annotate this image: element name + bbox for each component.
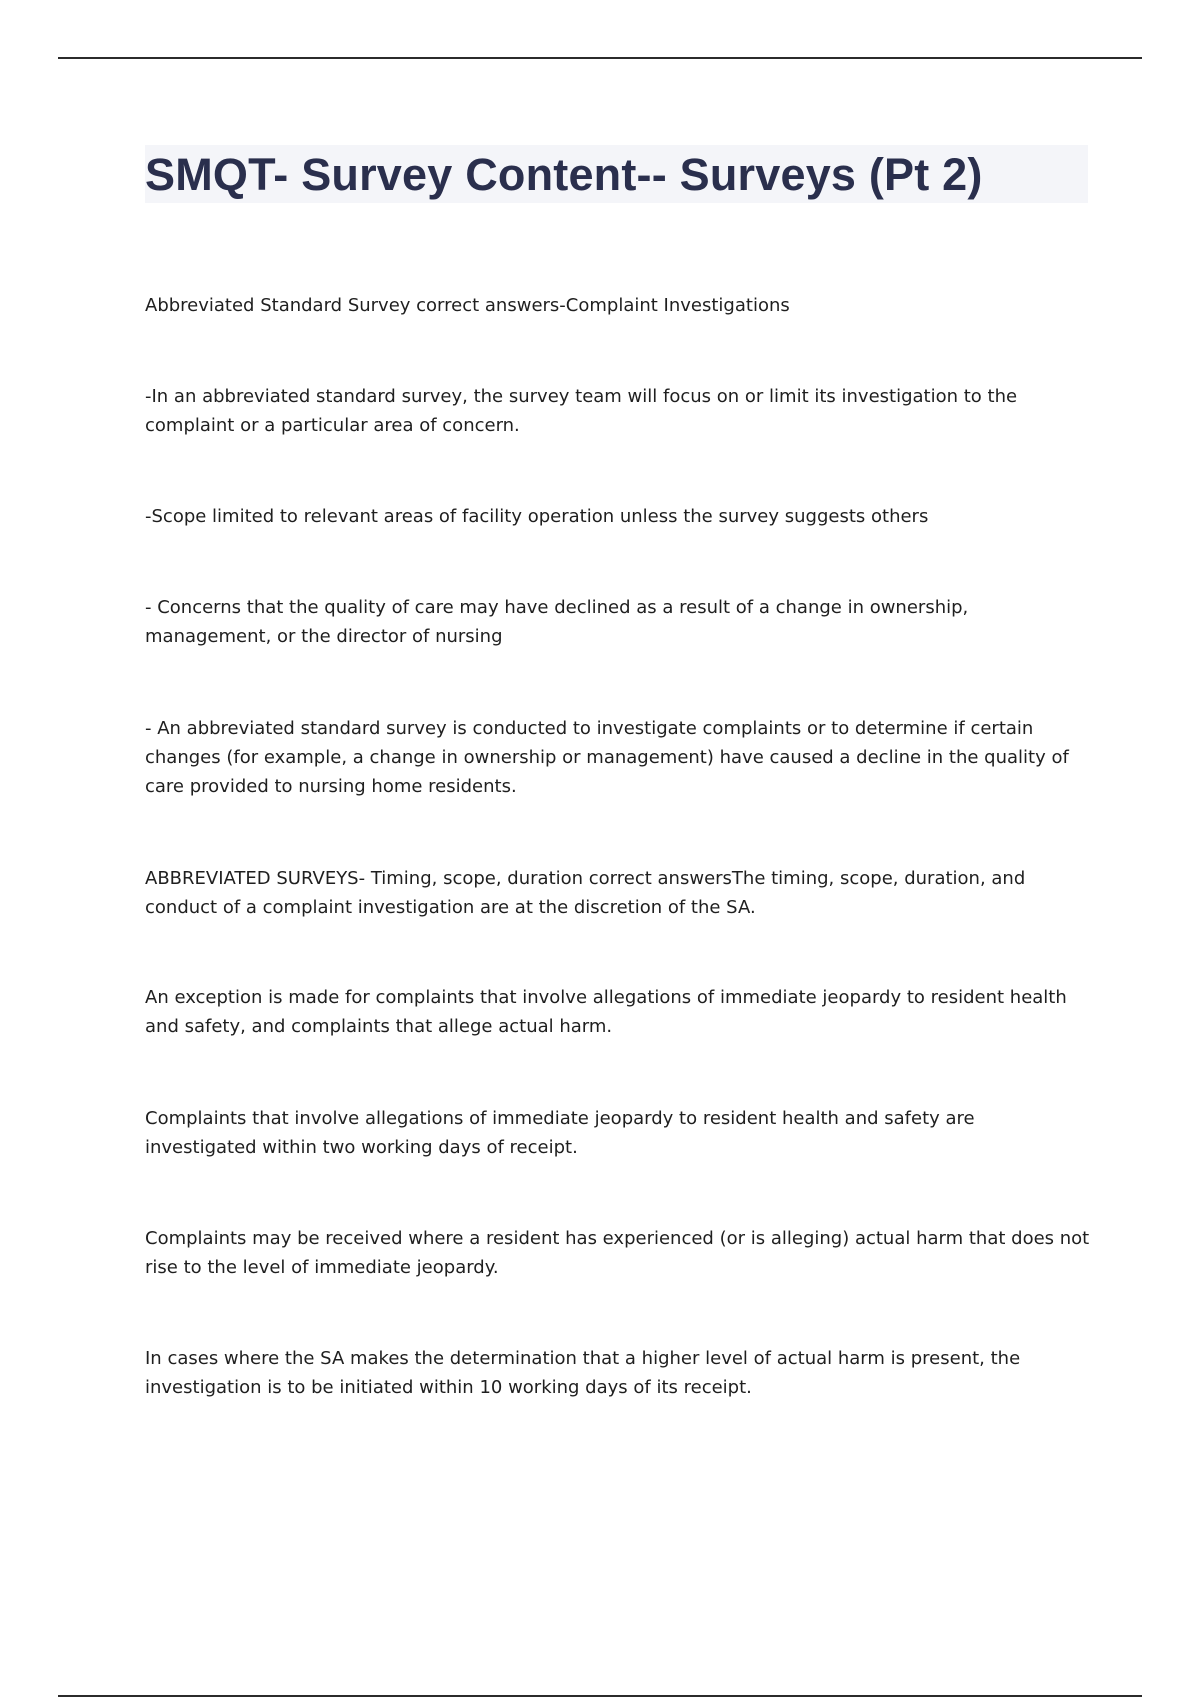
title-banner xyxy=(145,145,1088,203)
page-title: SMQT- Survey Content-- Surveys (Pt 2) xyxy=(145,148,983,200)
paragraph-1: Abbreviated Standard Survey correct answers-Complaint Investigations xyxy=(145,295,790,316)
paragraph-7: An exception is made for complaints that involve allegations of immediate jeopardy to resident health and safety, and complaints that allege actual harm. xyxy=(145,987,1067,1037)
top-divider xyxy=(58,57,1142,59)
paragraph-5: - An abbreviated standard survey is conducted to investigate complaints or to determine if certain changes (for example, a change in ownership or management) have caused a decline in the quality of care provided to nursing home residents. xyxy=(145,718,1069,797)
bottom-divider xyxy=(58,1695,1142,1697)
paragraph-6: ABBREVIATED SURVEYS- Timing, scope, duration correct answersThe timing, scope, duration, and conduct of a complaint investigation are at the discretion of the SA. xyxy=(145,868,1026,918)
paragraph-2: -In an abbreviated standard survey, the survey team will focus on or limit its investigation to the complaint or a particular area of concern. xyxy=(145,386,1018,436)
paragraph-9: Complaints may be received where a resident has experienced (or is alleging) actual harm that does not rise to the level of immediate jeopardy. xyxy=(145,1228,1090,1278)
paragraph-3: -Scope limited to relevant areas of facility operation unless the survey suggests others xyxy=(145,506,929,527)
paragraph-10: In cases where the SA makes the determination that a higher level of actual harm is present, the investigation is to be initiated within 10 working days of its receipt. xyxy=(145,1348,1021,1398)
paragraph-8: Complaints that involve allegations of immediate jeopardy to resident health and safety are investigated within two working days of receipt. xyxy=(145,1108,975,1158)
paragraph-4: - Concerns that the quality of care may have declined as a result of a change in ownership, management, or the director of nursing xyxy=(145,597,969,647)
